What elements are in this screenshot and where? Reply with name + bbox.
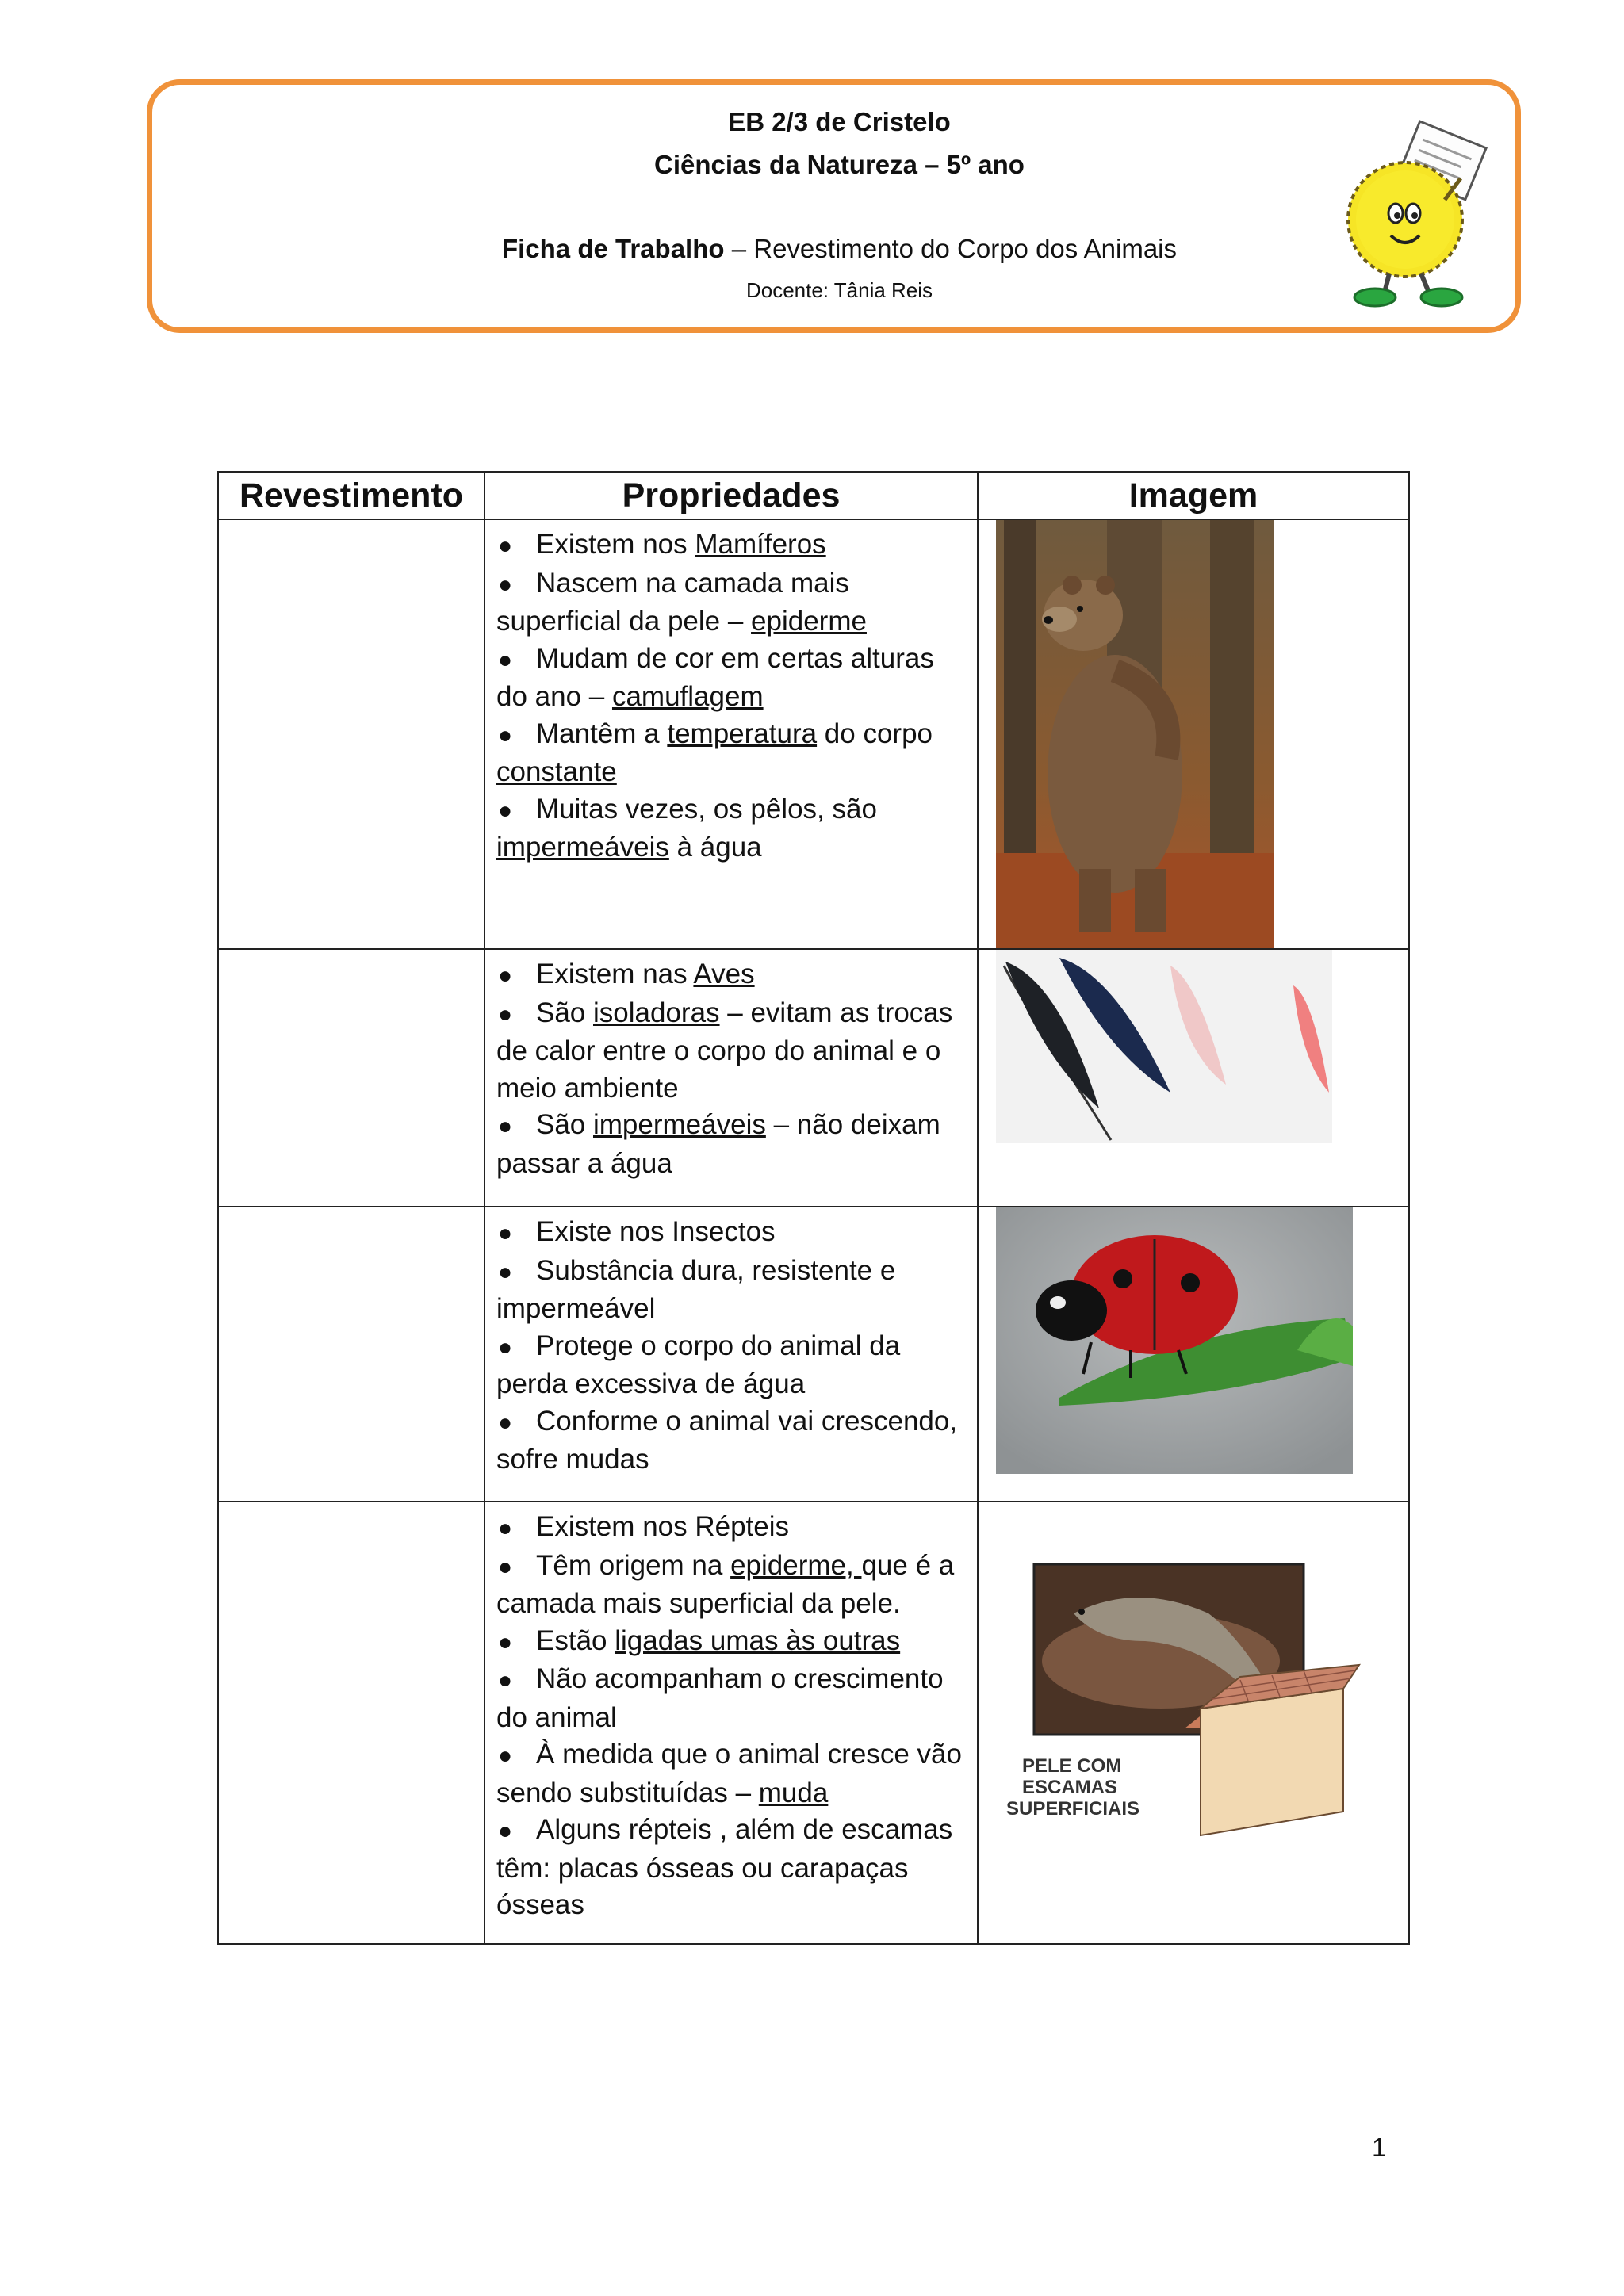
propriedades-cell [485,1207,978,1502]
property-text: São [536,1109,593,1140]
worksheet-topic: – Revestimento do Corpo dos Animais [724,234,1178,263]
bullet-icon: ● [498,571,513,598]
property-text: ligadas umas às outras [615,1624,901,1656]
property-text: constante [496,756,617,787]
property-text: camuflagem [611,681,764,712]
imagem-cell [978,519,1409,949]
property-item [496,526,969,565]
propriedades-cell [485,519,978,949]
bullet-icon: ● [498,1628,513,1655]
property-text: Substância dura, resistente e impermeável [496,1254,896,1324]
property-item [496,716,969,791]
bullet-icon: ● [498,1667,513,1693]
revestimento-cell [218,1502,485,1944]
revestimento-cell [218,949,485,1207]
header-revestimento: Revestimento [218,472,485,519]
subject-title: Ciências da Natureza – 5º ano [654,150,1025,179]
revestimento-cell [218,519,485,949]
mascot-logo-icon [1318,117,1508,315]
caption-line-2: ESCAMAS [1022,1777,1118,1798]
imagem-cell [978,1207,1409,1502]
properties-list [485,950,977,1182]
property-text: À medida que o animal cresce vão sendo substituídas – [496,1739,962,1808]
property-text: isoladoras [593,997,720,1028]
property-text: temperatura [667,718,818,749]
reptile-scales-image [1002,1502,1375,1931]
property-item [496,1661,969,1736]
properties-list [485,1502,977,1924]
propriedades-cell [485,1502,978,1944]
properties-list [485,520,977,867]
property-text: impermeáveis [496,832,669,863]
property-text: que é a camada mais superficial da pele. [496,1549,955,1619]
bullet-icon: ● [498,1743,513,1769]
property-text: Existe nos Insectos [536,1216,776,1247]
property-item [496,1812,969,1924]
header-imagem: Imagem [978,472,1409,519]
header-propriedades: Propriedades [485,472,978,519]
property-item [496,1548,969,1623]
ladybug-image [996,1207,1353,1474]
table-row [218,519,1409,949]
imagem-cell [978,949,1409,1207]
bullet-icon: ● [498,1334,513,1360]
caption-line-3: SUPERFICIAIS [1006,1798,1140,1820]
property-text: Mudam de cor em certas alturas do ano – [496,642,934,712]
property-item [496,641,969,716]
school-name: EB 2/3 de Cristelo [728,107,951,136]
property-text: impermeáveis [593,1109,766,1140]
header-box [147,79,1521,333]
property-item [496,791,969,867]
coverings-table [217,471,1410,1945]
bullet-icon: ● [498,646,513,673]
bullet-icon: ● [498,962,513,989]
bullet-icon: ● [498,721,513,748]
bullet-icon: ● [498,1113,513,1139]
property-text: epiderme, [730,1549,862,1581]
bullet-icon: ● [498,533,513,559]
caption-line-1: PELE COM [1022,1755,1122,1777]
bullet-icon: ● [498,1258,513,1285]
table-row [218,949,1409,1207]
bullet-icon: ● [498,797,513,824]
property-text: Estão [536,1624,615,1656]
propriedades-cell [485,949,978,1207]
bullet-icon: ● [498,1409,513,1436]
property-text: São [536,997,593,1028]
property-text: Conforme o animal vai crescendo, sofre mudas [496,1405,958,1475]
property-text: Nascem na camada mais superficial da pele – [496,567,849,637]
bullet-icon: ● [498,1001,513,1027]
property-item [496,1736,969,1812]
properties-list [485,1207,977,1479]
bullet-icon: ● [498,1818,513,1844]
property-text: Existem nas [536,959,694,989]
property-text: Aves [693,959,755,989]
property-item [496,565,969,641]
imagem-cell [978,1502,1409,1944]
property-item [496,1214,969,1253]
property-text: Não acompanham o crescimento do animal [496,1663,944,1733]
property-text: Mamíferos [695,529,826,560]
worksheet-label: Ficha de Trabalho [501,234,725,263]
bullet-icon: ● [498,1515,513,1541]
property-text: Existem nos [536,529,695,560]
property-text: Alguns répteis , além de escamas têm: placas ósseas ou carapaças ósseas [496,1814,953,1920]
property-item [496,956,969,995]
property-text: Mantêm a [536,718,668,749]
bear-image [996,520,1274,948]
property-text: Muitas vezes, os pêlos, são [536,793,877,825]
property-text: epiderme [751,606,867,637]
property-text: – não deixam passar a água [496,1109,940,1179]
table-header-row [218,472,1409,519]
bullet-icon: ● [498,1220,513,1246]
property-text: do corpo [817,718,933,749]
property-item [496,1403,969,1479]
property-text: Têm origem na [536,1549,731,1581]
table-row [218,1207,1409,1502]
bullet-icon: ● [498,1553,513,1580]
property-item [496,1509,969,1548]
property-item [496,1623,969,1662]
table-row [218,1502,1409,1944]
property-text: Protege o corpo do animal da perda excessiva de água [496,1330,901,1399]
teacher-name: Docente: Tânia Reis [745,278,933,302]
property-item [496,995,969,1108]
property-text: Existem nos Répteis [536,1511,790,1542]
property-item [496,1253,969,1328]
property-item [496,1328,969,1403]
page-number: 1 [1372,2133,1387,2162]
property-text: – evitam as trocas de calor entre o corpo do animal e o meio ambiente [496,997,953,1104]
property-item [496,1107,969,1182]
property-text: à água [668,832,762,863]
property-text: muda [758,1777,829,1808]
feathers-image [996,950,1332,1143]
revestimento-cell [218,1207,485,1502]
